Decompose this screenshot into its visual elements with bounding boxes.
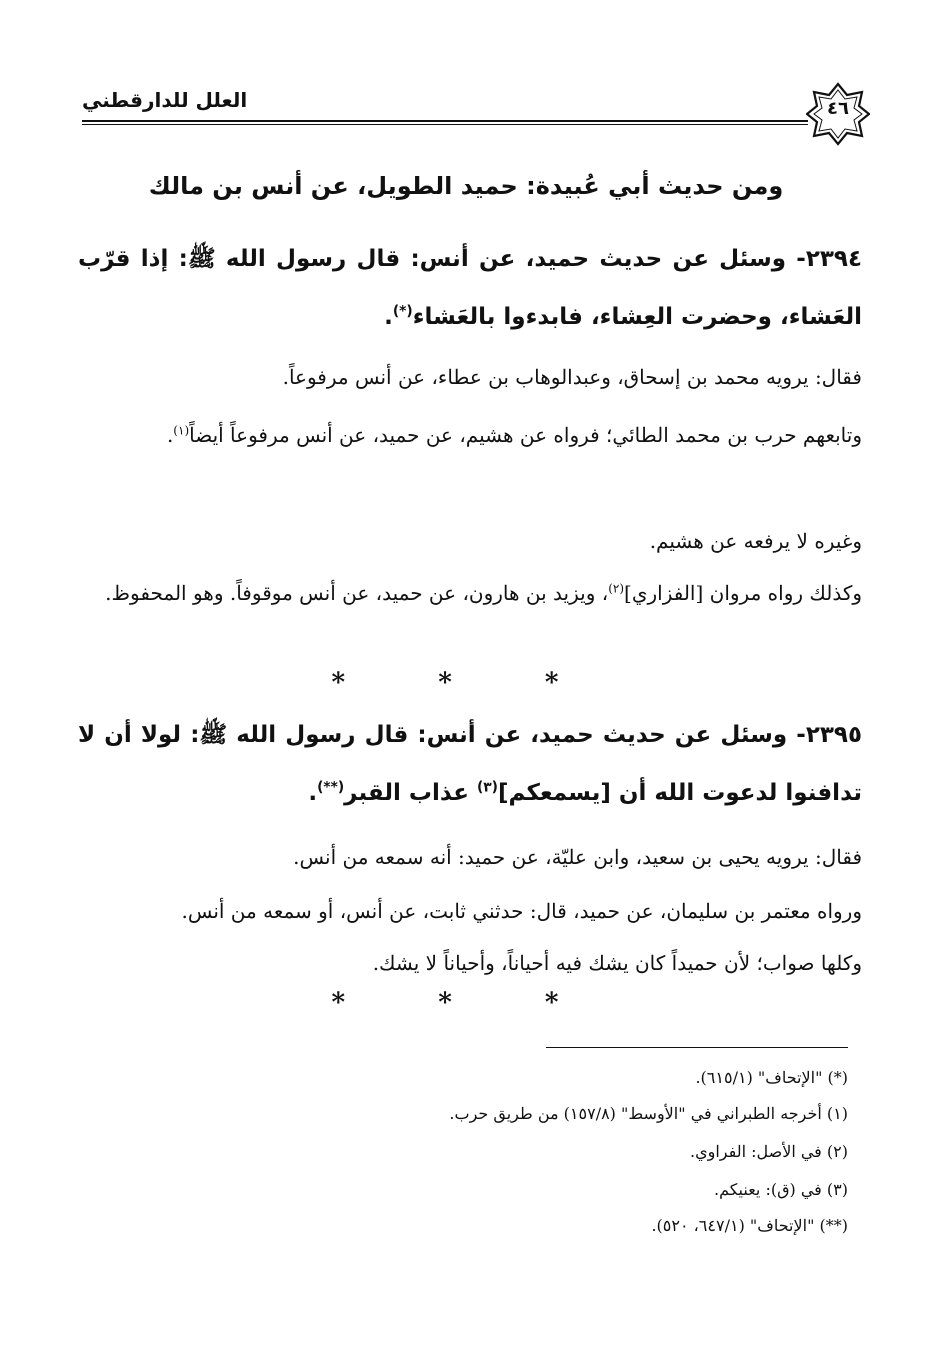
footnote-ref: (**) (317, 779, 345, 796)
hadith-2394-text: ٢٣٩٤- وسئل عن حديث حميد، عن أنس: قال رسول الله ﷺ: إذا قرّب العَشاء، وحضرت العِشاء، فابدءوا بالعَشاء (78, 246, 862, 330)
footnote-ref: (٣) (476, 779, 498, 796)
separator-stars: * * * (331, 988, 601, 1018)
footnote: (٢) في الأصل: الفراوي. (689, 1142, 848, 1161)
hadith-2395-text: ٢٣٩٥- وسئل عن حديث حميد، عن أنس: قال رسول الله ﷺ: لولا أن لا تدافنوا لدعوت الله أن [يسمعكم] (78, 722, 862, 806)
paragraph: وكلها صواب؛ لأن حميداً كان يشك فيه أحياناً، وأحياناً لا يشك. (372, 951, 862, 975)
paragraph: فقال: يرويه يحيى بن سعيد، وابن عليّة، عن حميد: أنه سمعه من أنس. (293, 845, 862, 869)
paragraph: وغيره لا يرفعه عن هشيم. (649, 529, 862, 553)
running-title: العلل للدارقطني (82, 88, 248, 112)
footnote-rule (546, 1047, 848, 1048)
footnote-ref: (*) (392, 303, 413, 320)
page-number: ٤٦ (827, 98, 849, 119)
footnote: (*) "الإتحاف" (٦١٥/١). (695, 1068, 848, 1087)
hadith-2394 (78, 230, 862, 346)
hadith-2395 (78, 706, 862, 822)
paragraph: ورواه معتمر بن سليمان، عن حميد، قال: حدثني ثابت، عن أنس، أو سمعه من أنس. (181, 899, 862, 923)
paragraph-text: وتابعهم حرب بن محمد الطائي؛ فرواه عن هشيم، عن حميد، عن أنس مرفوعاً أيضاً (189, 423, 862, 447)
paragraph (78, 568, 862, 618)
paragraph (78, 410, 862, 460)
footnote-ref: (١) (173, 423, 190, 438)
punctuation: . (308, 780, 318, 806)
paragraph: فقال: يرويه محمد بن إسحاق، وعبدالوهاب بن عطاء، عن أنس مرفوعاً. (282, 365, 862, 389)
section-heading: ومن حديث أبي عُبيدة: حميد الطويل، عن أنس بن مالك (148, 172, 784, 200)
header-rule-thin (82, 124, 808, 125)
footnote: (**) "الإتحاف" (٦٤٧/١، ٥٢٠). (651, 1216, 848, 1235)
separator-stars: * * * (331, 668, 601, 698)
hadith-2395-text: عذاب القبر (344, 780, 477, 806)
footnote-ref: (٢) (608, 581, 625, 596)
footnote: (٣) في (ق): يعنيكم. (713, 1180, 848, 1199)
punctuation: . (166, 423, 174, 447)
punctuation: . (384, 304, 393, 330)
paragraph-text: ، ويزيد بن هارون، عن حميد، عن أنس موقوفاً. وهو المحفوظ. (105, 581, 609, 605)
header-rule (82, 120, 808, 122)
footnote: (١) أخرجه الطبراني في "الأوسط" (١٥٧/٨) من طريق حرب. (449, 1104, 848, 1123)
paragraph-text: وكذلك رواه مروان [الفزاري] (624, 581, 862, 605)
